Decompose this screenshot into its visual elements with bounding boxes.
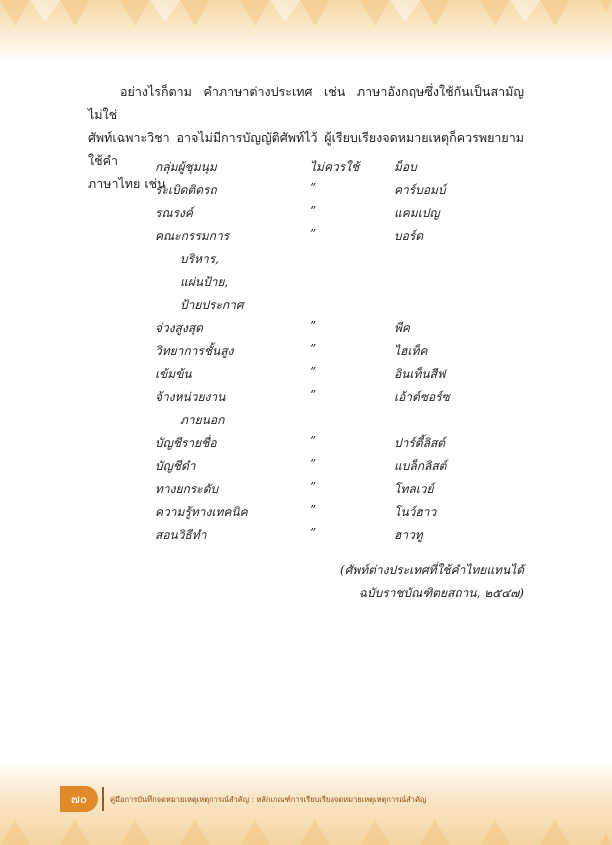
ditto-mark: ” (310, 434, 317, 448)
preferred-term: ป้ายประกาศ (180, 298, 244, 312)
source-note: (ศัพท์ต่างประเทศที่ใช้คำไทยแทนได้ (340, 563, 524, 577)
preferred-term: แผ่นป้าย, (180, 275, 229, 289)
foreign-term: คาร์บอมบ์ (394, 183, 446, 197)
ditto-mark: ” (310, 503, 317, 517)
footer-divider (102, 787, 104, 811)
ditto-mark: ” (310, 181, 317, 195)
preferred-term: ระเบิดติดรถ (155, 183, 217, 197)
column-header-foreign: ม็อบ (394, 160, 417, 174)
preferred-term: ความรู้ทางเทคนิค (155, 505, 248, 519)
preferred-term: บัญชีดำ (155, 459, 196, 473)
footer-title: คู่มือการบันทึกจดหมายเหตุเหตุการณ์สำคัญ : หลักเกณฑ์การเรียบเรียงจดหมายเหตุเหตุการณ์สำคัญ (110, 795, 427, 804)
foreign-term: แบล็กลิสต์ (394, 459, 447, 473)
ditto-mark: ” (310, 204, 317, 218)
intro-line: ศัพท์เฉพาะวิชา อาจไม่มีการบัญญัติศัพท์ไว้ ผู้เรียบเรียงจดหมายเหตุก็ควรพยายามใช้คำ (88, 130, 524, 168)
page-number: ๗๐ (60, 786, 98, 812)
foreign-term: โนว์ฮาว (394, 505, 437, 519)
ditto-mark: ” (310, 457, 317, 471)
ditto-mark: ” (310, 526, 317, 540)
header-decoration (0, 0, 612, 62)
preferred-term: วิทยาการชั้นสูง (155, 344, 234, 358)
preferred-term: จ้างหน่วยงาน (155, 390, 226, 404)
foreign-term: แคมเปญ (394, 206, 440, 220)
foreign-term: บอร์ด (394, 229, 424, 243)
preferred-term: บัญชีรายชื่อ (155, 436, 217, 450)
source-note: ฉบับราชบัณฑิตยสถาน, ๒๕๔๗) (358, 586, 524, 600)
intro-paragraph (88, 80, 524, 195)
column-header-preferred: กลุ่มผู้ชุมนุม (155, 160, 217, 174)
foreign-term: ปาร์ตี้ลิสต์ (394, 436, 446, 450)
preferred-term: ทางยกระดับ (155, 482, 219, 496)
preferred-term: เข้มข้น (155, 367, 192, 381)
intro-line: อย่างไรก็ตาม คำภาษาต่างประเทศ เช่น ภาษาอังกฤษซึ่งใช้กันเป็นสามัญ ไม่ใช่ (88, 84, 524, 122)
ditto-mark: ” (310, 319, 317, 333)
foreign-term: ฮาวทู (394, 528, 423, 542)
intro-line: ภาษาไทย เช่น (88, 176, 166, 191)
column-header-avoid-label: ไม่ควรใช้ (310, 160, 360, 174)
preferred-term: บริหาร, (180, 252, 219, 266)
diamond-pattern-icon (0, 0, 612, 62)
preferred-term: จ่วงสูงสุด (155, 321, 203, 335)
foreign-term: พีค (394, 321, 410, 335)
foreign-term: โทลเวย์ (394, 482, 434, 496)
foreign-term: เอ้าต์ซอร์ซ (394, 390, 450, 404)
preferred-term: ภายนอก (180, 413, 225, 427)
foreign-term: อินเท็นสีฟ (394, 367, 446, 381)
ditto-mark: ” (310, 480, 317, 494)
foreign-term: ไฮเท็ค (394, 344, 428, 358)
preferred-term: สอนวิธีทำ (155, 528, 207, 542)
ditto-mark: ” (310, 388, 317, 402)
ditto-mark: ” (310, 227, 317, 241)
ditto-mark: ” (310, 342, 317, 356)
ditto-mark: ” (310, 365, 317, 379)
preferred-term: รณรงค์ (155, 206, 193, 220)
preferred-term: คณะกรรมการ (155, 229, 230, 243)
